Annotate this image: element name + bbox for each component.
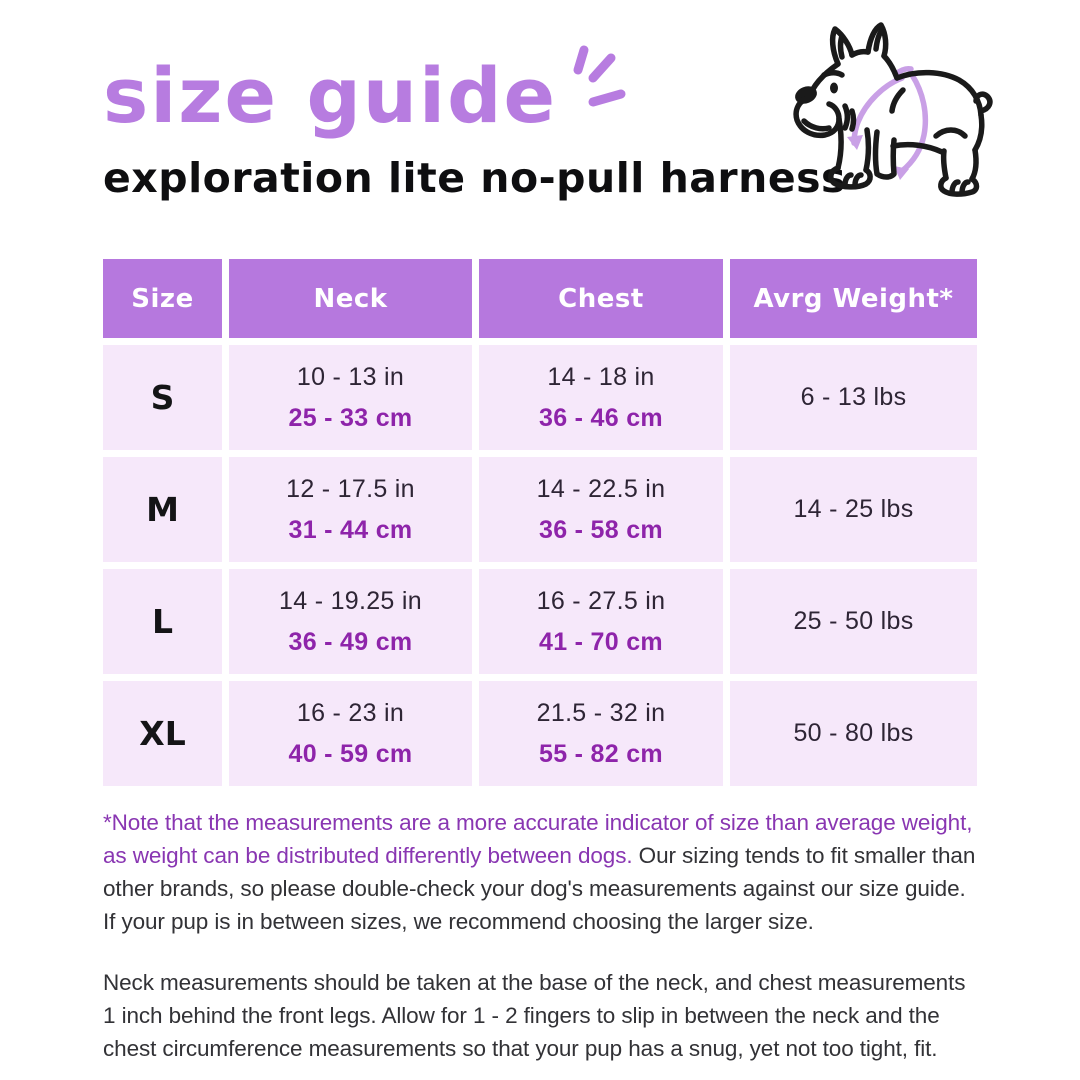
neck-cm: 40 - 59 cm xyxy=(288,739,413,768)
table-row-s-weight xyxy=(730,345,977,450)
size-label: L xyxy=(151,602,174,641)
chest-cm: 36 - 46 cm xyxy=(539,403,663,432)
chest-inches: 21.5 - 32 in xyxy=(536,698,666,727)
chest-cm: 41 - 70 cm xyxy=(539,627,663,656)
chest-inches: 16 - 27.5 in xyxy=(536,586,666,615)
col-header-size: Size xyxy=(103,259,222,338)
sparkle-icon xyxy=(551,40,629,122)
table-row-l-weight xyxy=(730,569,977,674)
page-title: size guide xyxy=(103,51,558,140)
product-subtitle: exploration lite no-pull harness xyxy=(103,154,846,202)
col-header-neck: Neck xyxy=(229,259,472,338)
title-row xyxy=(103,51,558,140)
note-measurement-accuracy xyxy=(103,806,981,938)
note-how-to-measure: Neck measurements should be taken at the base of the neck, and chest measurements 1 inch behind the front legs. Allow for 1 - 2 fingers to slip in between the neck and the chest circumference measurements so that your pup has a snug, yet not too tight, fit. xyxy=(103,970,966,1061)
table-row-l-chest xyxy=(479,569,723,674)
bulldog-harness-illustration xyxy=(784,18,1012,222)
col-header-chest: Chest xyxy=(479,259,723,338)
table-row-m-weight xyxy=(730,457,977,562)
table-row-xl-neck xyxy=(229,681,472,786)
weight-range: 14 - 25 lbs xyxy=(793,495,914,523)
table-row-xl-size xyxy=(103,681,222,786)
harness-straps xyxy=(854,69,925,171)
table-row-xl-chest xyxy=(479,681,723,786)
table-row-s-chest xyxy=(479,345,723,450)
chest-cm: 55 - 82 cm xyxy=(539,739,663,768)
table-row-s-neck xyxy=(229,345,472,450)
table-row-s-size xyxy=(103,345,222,450)
col-header-weight: Avrg Weight* xyxy=(730,259,977,338)
neck-inches: 14 - 19.25 in xyxy=(279,586,422,615)
size-table xyxy=(103,259,977,786)
neck-inches: 12 - 17.5 in xyxy=(286,474,415,503)
chest-cm: 36 - 58 cm xyxy=(539,515,663,544)
size-label: M xyxy=(146,490,179,529)
weight-range: 50 - 80 lbs xyxy=(793,719,914,747)
neck-cm: 36 - 49 cm xyxy=(288,627,413,656)
table-row-l-size xyxy=(103,569,222,674)
weight-range: 6 - 13 lbs xyxy=(800,383,907,411)
size-label: S xyxy=(150,378,175,417)
chest-inches: 14 - 18 in xyxy=(547,362,655,391)
neck-cm: 25 - 33 cm xyxy=(288,403,413,432)
neck-inches: 16 - 23 in xyxy=(296,698,405,727)
table-row-m-chest xyxy=(479,457,723,562)
table-row-xl-weight xyxy=(730,681,977,786)
size-label: XL xyxy=(139,714,186,753)
hero-header xyxy=(0,0,1080,252)
neck-inches: 10 - 13 in xyxy=(296,362,405,391)
note-rest: Our sizing tends to fit smaller than other brands, so please double-check your dog's measurements against our size guide. If your pup is in between sizes, we recommend choosing the larger size. xyxy=(103,843,976,934)
table-row-m-neck xyxy=(229,457,472,562)
table-row-l-neck xyxy=(229,569,472,674)
bulldog-icon xyxy=(784,18,1012,222)
neck-cm: 31 - 44 cm xyxy=(288,515,413,544)
weight-range: 25 - 50 lbs xyxy=(793,607,914,635)
note-highlight: *Note that the measurements are a more accurate indicator of size than average weight, as weight can be distributed differently between dogs. xyxy=(103,810,973,868)
notes-section xyxy=(103,806,981,1065)
chest-inches: 14 - 22.5 in xyxy=(536,474,666,503)
table-row-m-size xyxy=(103,457,222,562)
